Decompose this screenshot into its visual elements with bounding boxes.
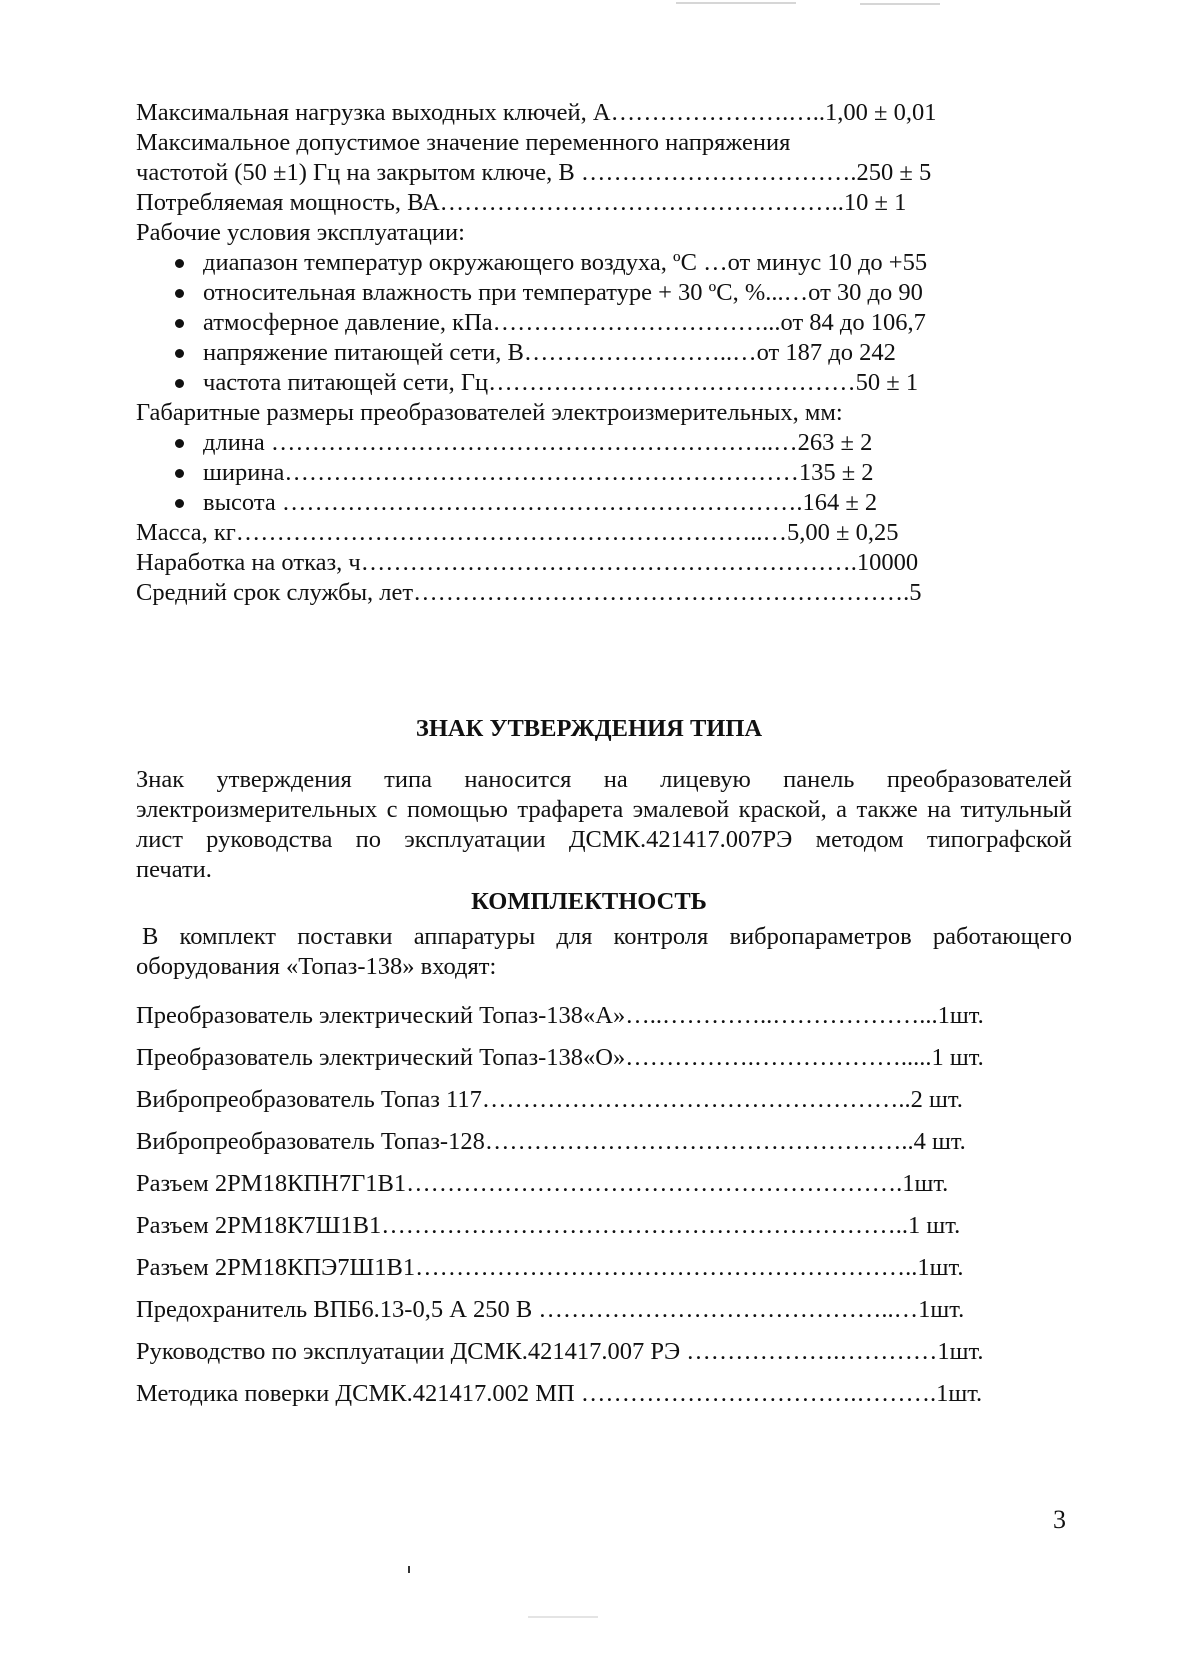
scan-artifact-top — [676, 2, 796, 4]
kit-item-name: Преобразователь электрический Топаз-138«А» — [136, 1002, 626, 1029]
paragraph-line: Знак утверждения типа наносится на лицевую панель преобразователей — [136, 766, 1072, 793]
dot-leader: ……………………………………………………. — [413, 579, 910, 606]
kit-item — [136, 1001, 984, 1031]
spec-line — [136, 548, 918, 578]
item-value: 263 ± 2 — [797, 429, 873, 456]
item-label: ширина — [203, 459, 285, 486]
spec-label: Максимальная нагрузка выходных ключей, А — [136, 99, 611, 126]
item-label: относительная влажность при температуре + 30 ºС, % — [203, 279, 766, 306]
dot-leader: …………………………………………………….. — [415, 1254, 918, 1281]
item-label: длина — [203, 429, 271, 456]
item-label: частота питающей сети, Гц — [203, 369, 489, 396]
kit-item-name: Предохранитель ВПБ6.13-0,5 А 250 В — [136, 1296, 539, 1323]
kit-item-qty: 1шт. — [902, 1170, 949, 1197]
list-item — [203, 338, 896, 368]
dot-leader: …………….………………..... — [625, 1044, 932, 1071]
list-item — [203, 248, 927, 278]
dot-leader: ………………………………………………………..… — [235, 519, 788, 546]
spec-label: Наработка на отказ, ч — [136, 549, 361, 576]
kit-item-qty: 4 шт. — [913, 1128, 966, 1155]
kit-item-qty: 1шт. — [937, 1338, 984, 1365]
kit-item-name: Разъем 2РМ18К7Ш1В1 — [136, 1212, 382, 1239]
spec-label: Потребляемая мощность, ВА — [136, 189, 440, 216]
kit-item — [136, 1337, 984, 1367]
item-value: 50 ± 1 — [855, 369, 919, 396]
kit-item-qty: 1шт. — [918, 1296, 965, 1323]
bullet-icon — [175, 349, 184, 358]
paragraph-line: оборудования «Топаз-138» входят: — [136, 953, 497, 980]
kit-item — [136, 1211, 960, 1241]
list-item — [203, 428, 872, 458]
dot-leader: … — [703, 249, 728, 276]
dot-leader: ……………………………... — [492, 309, 781, 336]
kit-item-name: Вибропреобразователь Топаз-128 — [136, 1128, 485, 1155]
kit-item — [136, 1169, 948, 1199]
bullet-icon — [175, 439, 184, 448]
spec-value: 1,00 ± 0,01 — [825, 99, 937, 126]
kit-item — [136, 1085, 963, 1115]
scan-artifact-top-right — [860, 3, 940, 5]
bullet-icon — [175, 289, 184, 298]
kit-item-qty: 1шт. — [937, 1002, 984, 1029]
spec-value: 5 — [909, 579, 922, 606]
spec-line — [136, 518, 899, 548]
spec-value: 10000 — [856, 549, 919, 576]
kit-item-name: Преобразователь электрический Топаз-138«О» — [136, 1044, 626, 1071]
paragraph-line: лист руководства по эксплуатации ДСМК.421417.007РЭ методом типографской — [136, 826, 1072, 853]
kit-item-qty: 1 шт. — [908, 1212, 961, 1239]
spec-value: 250 ± 5 — [856, 159, 932, 186]
kit-item-qty: 2 шт. — [910, 1086, 963, 1113]
kit-item — [136, 1253, 963, 1283]
dot-leader: ...… — [765, 279, 809, 306]
dot-leader: …………………………….………. — [580, 1380, 937, 1407]
bullet-icon — [175, 379, 184, 388]
item-value: от минус 10 до +55 — [727, 249, 928, 276]
item-value: 135 ± 2 — [798, 459, 874, 486]
scan-artifact-mark — [408, 1566, 410, 1573]
kit-item-name: Разъем 2РМ18КПН7Г1В1 — [136, 1170, 407, 1197]
section-heading-completeness: КОМПЛЕКТНОСТЬ — [471, 888, 707, 915]
paragraph-line: В комплект поставки аппаратуры для контроля вибропараметров работающего — [142, 923, 1072, 950]
spec-label: частотой (50 ±1) Гц на закрытом ключе, В — [136, 159, 581, 186]
spec-label: Масса, кг — [136, 519, 236, 546]
kit-item-name: Разъем 2РМ18КПЭ7Ш1В1 — [136, 1254, 416, 1281]
bullet-icon — [175, 259, 184, 268]
paragraph-line: электроизмерительных с помощью трафарета эмалевой краской, а также на титульный — [136, 796, 1072, 823]
spec-line — [136, 98, 936, 128]
item-value: 164 ± 2 — [802, 489, 878, 516]
item-value: от 84 до 106,7 — [780, 309, 926, 336]
bullet-icon — [175, 469, 184, 478]
kit-item — [136, 1127, 966, 1157]
dimensions-title: Габаритные размеры преобразователей электроизмерительных, мм: — [136, 399, 843, 426]
list-item — [203, 368, 918, 398]
spec-line — [136, 188, 906, 218]
dot-leader: …..…………..………………... — [625, 1002, 938, 1029]
item-value: от 30 до 90 — [808, 279, 923, 306]
spec-value: 10 ± 1 — [843, 189, 907, 216]
kit-item-qty: 1 шт. — [931, 1044, 984, 1071]
spec-label: Максимальное допустимое значение переменного напряжения — [136, 129, 791, 156]
spec-label: Средний срок службы, лет — [136, 579, 414, 606]
kit-item-qty: 1шт. — [917, 1254, 964, 1281]
dot-leader: ………………….….. — [610, 99, 825, 126]
list-item — [203, 308, 926, 338]
list-item — [203, 278, 923, 308]
section-label — [136, 398, 843, 428]
list-item — [203, 488, 877, 518]
bullet-icon — [175, 319, 184, 328]
list-item — [203, 458, 874, 488]
spec-line — [136, 128, 790, 158]
paragraph-line: печати. — [136, 856, 212, 883]
kit-item-name: Руководство по эксплуатации ДСМК.421417.007 РЭ — [136, 1338, 687, 1365]
dot-leader: ……………………………………………………. — [406, 1170, 903, 1197]
spec-line — [136, 578, 921, 608]
dot-leader: ……………………………………..… — [538, 1296, 919, 1323]
dot-leader: ……………………………………… — [488, 369, 856, 396]
kit-item-name: Вибропреобразователь Топаз 117 — [136, 1086, 482, 1113]
spec-line — [136, 158, 931, 188]
kit-item-qty: 1шт. — [936, 1380, 983, 1407]
item-label: напряжение питающей сети, В — [203, 339, 524, 366]
dot-leader: ……………………………………………………….. — [381, 1212, 908, 1239]
section-label — [136, 218, 465, 248]
spec-label: Рабочие условия эксплуатации: — [136, 219, 465, 246]
item-label: высота — [203, 489, 282, 516]
dot-leader: ……………………..… — [523, 339, 757, 366]
dot-leader: ……………………………………………………..… — [270, 429, 798, 456]
spec-value: 5,00 ± 0,25 — [787, 519, 899, 546]
item-value: от 187 до 242 — [756, 339, 896, 366]
dot-leader: ……………………………………………………… — [284, 459, 799, 486]
scan-artifact-bottom — [528, 1616, 598, 1618]
kit-item — [136, 1379, 982, 1409]
dot-leader: ………………………………………………………. — [281, 489, 803, 516]
dot-leader: …………………………………………….. — [484, 1128, 914, 1155]
dot-leader: ……………………………………………………. — [360, 549, 857, 576]
kit-item — [136, 1295, 964, 1325]
item-label: атмосферное давление, кПа — [203, 309, 493, 336]
section-heading-approval-mark: ЗНАК УТВЕРЖДЕНИЯ ТИПА — [415, 715, 763, 742]
bullet-icon — [175, 499, 184, 508]
dot-leader: ……………….………… — [686, 1338, 938, 1365]
kit-item-name: Методика поверки ДСМК.421417.002 МП — [136, 1380, 581, 1407]
kit-item — [136, 1043, 984, 1073]
dot-leader: ………………………………………….. — [439, 189, 844, 216]
page-number: 3 — [1053, 1505, 1066, 1534]
dot-leader: …………………………………………….. — [481, 1086, 911, 1113]
dot-leader: ……………………………. — [580, 159, 857, 186]
item-label: диапазон температур окружающего воздуха, ºС — [203, 249, 704, 276]
